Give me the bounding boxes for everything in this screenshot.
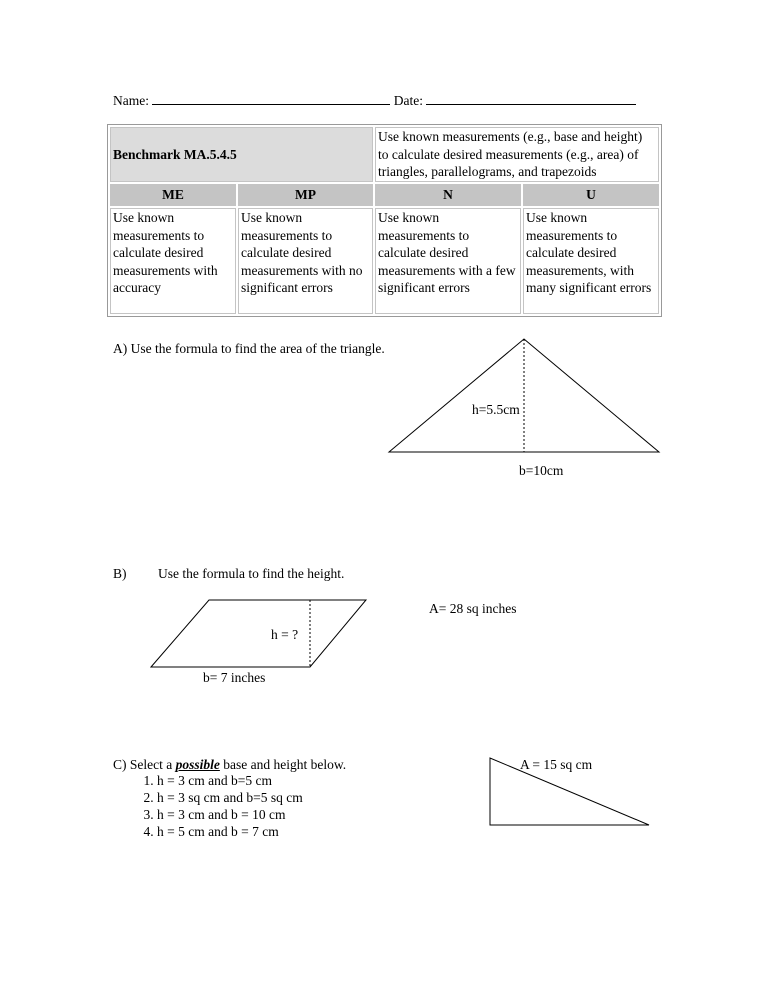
parallelogram-b xyxy=(151,600,366,667)
question-a-prompt: A) Use the formula to find the area of the triangle. xyxy=(113,341,385,356)
level-mp-description: Use known measurements to calculate desired measurements with no significant errors xyxy=(238,208,373,314)
question-c-prompt-start: C) Select a xyxy=(113,757,176,772)
benchmark-description: Use known measurements (e.g., base and height) to calculate desired measurements (e.g., area) of triangles, parallelograms, and trapezoids xyxy=(375,127,659,182)
level-u-description: Use known measurements to calculate desired measurements, with many significant errors xyxy=(523,208,659,314)
level-me: ME xyxy=(110,184,236,206)
question-c-prompt xyxy=(113,757,346,773)
question-b-prompt: Use the formula to find the height. xyxy=(158,566,345,581)
date-label: Date: xyxy=(393,93,423,108)
choice-4[interactable]: 4. h = 5 cm and b = 7 cm xyxy=(157,823,303,840)
choice-3[interactable]: 3. h = 3 cm and b = 10 cm xyxy=(157,806,303,823)
level-n-description: Use known measurements to calculate desired measurements with a few significant errors xyxy=(375,208,521,314)
question-c-choices xyxy=(114,772,303,840)
question-c-prompt-end: base and height below. xyxy=(219,757,347,772)
level-u: U xyxy=(523,184,659,206)
question-c-emphasis: possible xyxy=(175,757,220,772)
choice-1[interactable]: 1. h = 3 cm and b=5 cm xyxy=(157,772,303,789)
question-b-letter: B) xyxy=(113,566,127,581)
name-label: Name: xyxy=(113,93,149,108)
level-n: N xyxy=(375,184,521,206)
level-mp: MP xyxy=(238,184,373,206)
benchmark-cell: Benchmark MA.5.4.5 xyxy=(110,127,373,182)
question-b-area-label: A= 28 sq inches xyxy=(429,601,517,616)
choice-2[interactable]: 2. h = 3 sq cm and b=5 sq cm xyxy=(157,789,303,806)
question-a-height-label: h=5.5cm xyxy=(472,402,520,417)
question-b-base-label: b= 7 inches xyxy=(203,670,266,685)
question-c-area-label: A = 15 sq cm xyxy=(520,757,593,772)
level-me-description: Use known measurements to calculate desired measurements with accuracy xyxy=(110,208,236,314)
question-b-height-label: h = ? xyxy=(271,627,299,642)
question-a-base-label: b=10cm xyxy=(519,463,564,478)
